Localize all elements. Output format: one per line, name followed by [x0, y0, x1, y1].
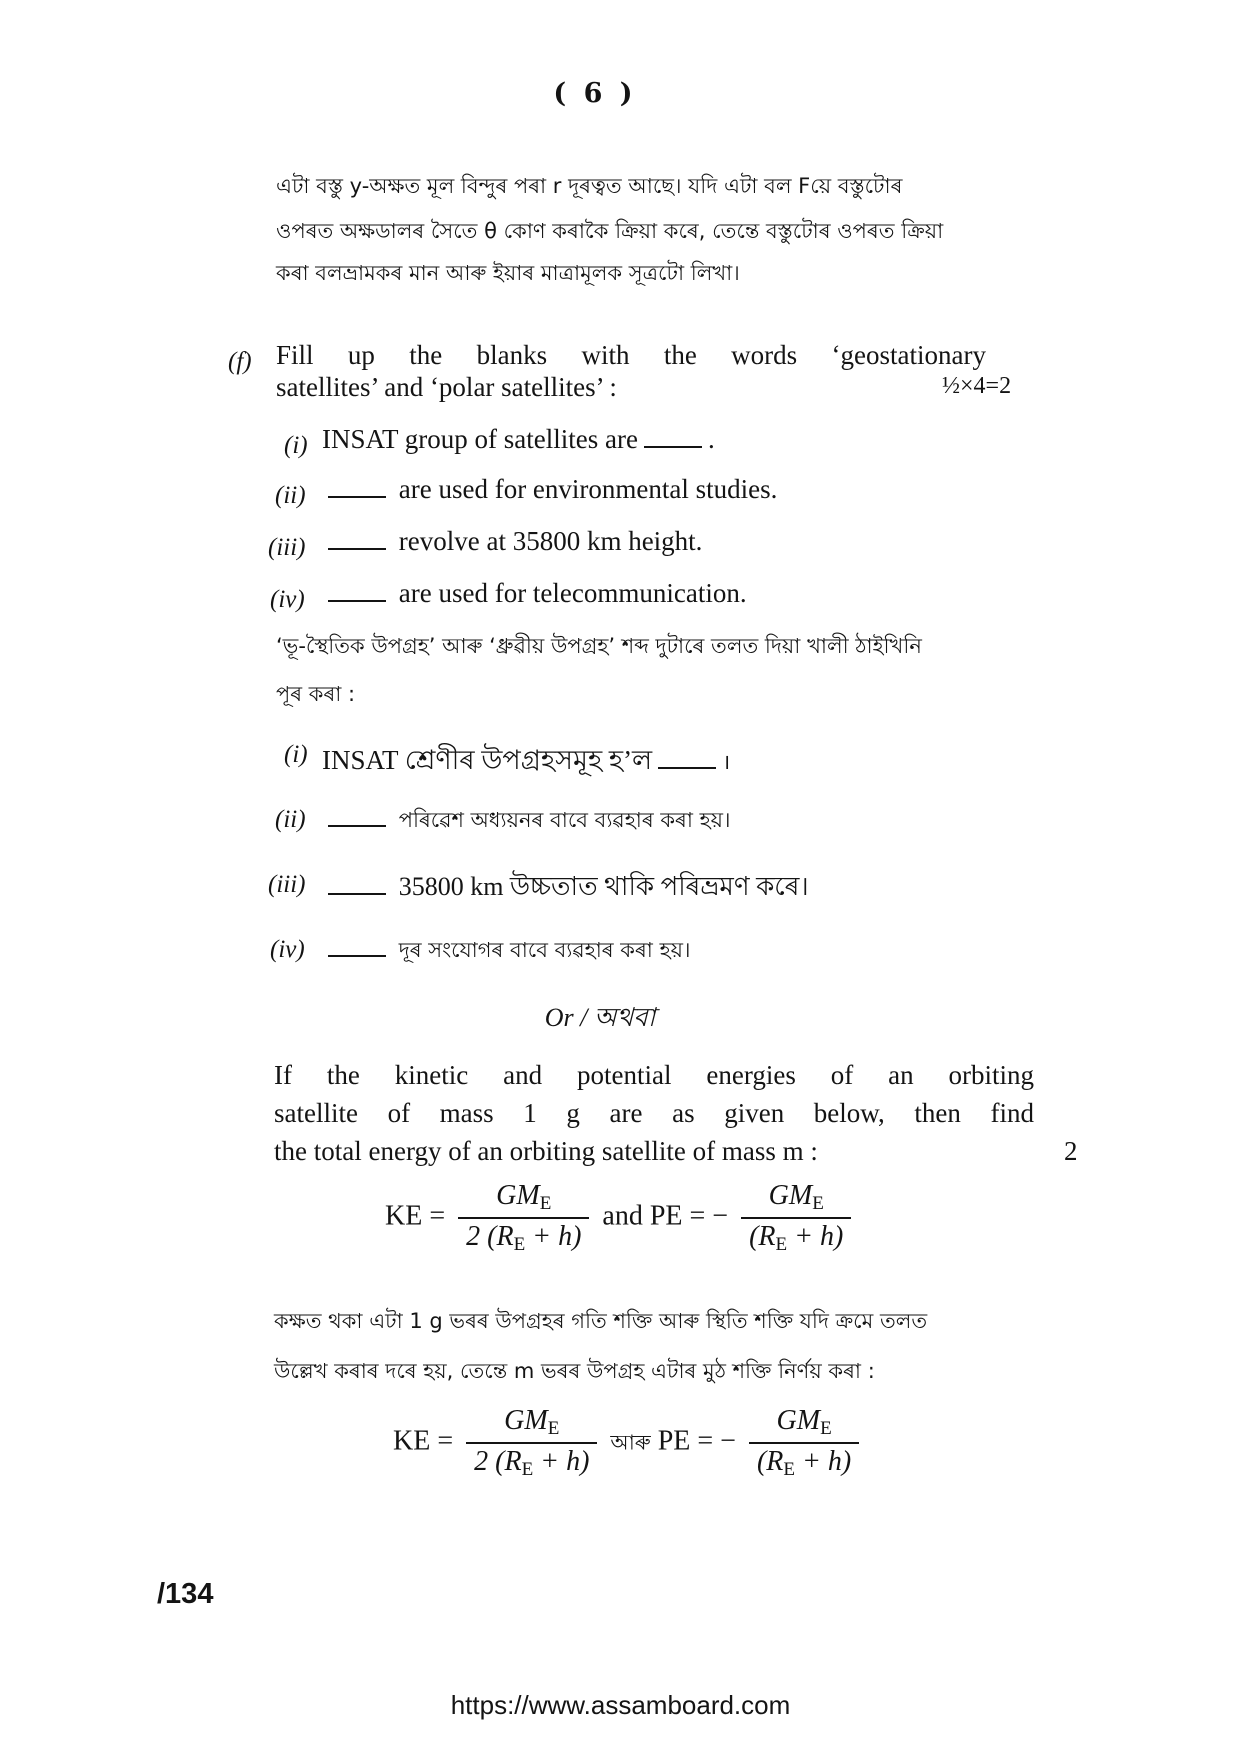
footer-url[interactable]: https://www.assamboard.com [450, 1690, 791, 1720]
blank-line [328, 821, 386, 827]
blank-line [328, 596, 386, 602]
blank-line [658, 763, 716, 769]
item-en-after: revolve at 35800 km height. [398, 526, 703, 556]
formula-english [385, 1180, 857, 1256]
assamese-intro-line-2: পূৰ কৰা : [276, 682, 356, 706]
item-as-text [322, 934, 690, 969]
item-as-after: । [722, 750, 731, 774]
pe-label: PE = − [649, 1200, 729, 1232]
paper-code: /134 [157, 1578, 214, 1610]
blank-line [328, 492, 386, 498]
blank-line [328, 889, 386, 895]
item-en-label: (i) [284, 432, 308, 459]
and-word-assamese: আৰু [610, 1430, 651, 1455]
formula-assamese: KE = $\frac{GM_E}{2 (R_E + h)}$ আৰু PE = − $\frac{GM_E}{(R_E + h)}$ [393, 1405, 865, 1481]
item-en-after: are used for telecommunication. [398, 578, 747, 608]
pe-fraction: $\frac{GM_E}{(R_E + h)}$ [749, 1405, 859, 1481]
blank-line [328, 544, 386, 550]
question-f-line-2: satellites’ and ‘polar satellites’ : [276, 372, 617, 402]
and-word: and [602, 1200, 643, 1232]
question-f-marks: ½×4=2 [942, 373, 1012, 399]
blank-line [644, 442, 702, 448]
item-as-text [322, 866, 809, 910]
item-as-after: পৰিৱেশ অধ্যয়নৰ বাবে ব্যৱহাৰ কৰা হয়। [398, 808, 731, 832]
item-as-label: (iii) [268, 871, 306, 898]
item-as-label: (ii) [275, 806, 306, 833]
ke-fraction: $\frac{GM_E}{2 (R_E + h)}$ [458, 1180, 589, 1256]
item-as-after: দূৰ সংযোগৰ বাবে ব্যৱহাৰ কৰা হয়। [398, 938, 691, 962]
item-en-after: are used for environmental studies. [398, 474, 778, 504]
or-divider: Or / অথবা [544, 1003, 656, 1032]
item-en-text [322, 474, 777, 505]
item-en-text [322, 578, 747, 609]
alt-question-line-2: satellite of mass 1 g are as given below, then find [274, 1098, 1034, 1128]
item-en-after: . [707, 424, 715, 454]
item-as-text [322, 740, 730, 785]
alt-assamese-line-2: উল্লেখ কৰাৰ দৰে হয়, তেন্তে m ভৰৰ উপগ্ৰহ এটাৰ মুঠ শক্তি নিৰ্ণয় কৰা : [274, 1359, 875, 1383]
item-as-text [322, 804, 731, 839]
alt-question-marks: 2 [1064, 1136, 1078, 1166]
blank-line [328, 951, 386, 957]
item-as-label: (iv) [270, 936, 305, 963]
item-en-before: INSAT group of satellites are [322, 424, 638, 454]
item-as-before: INSAT শ্ৰেণীৰ উপগ্ৰহসমূহ হ’ল [322, 745, 653, 775]
item-en-label: (iv) [270, 586, 305, 613]
item-en-text [322, 424, 715, 455]
ke-fraction: $\frac{GM_E}{2 (R_E + h)}$ [466, 1405, 597, 1481]
alt-assamese-line-1: কক্ষত থকা এটা 1 g ভৰৰ উপগ্ৰহৰ গতি শক্তি আৰু স্থিতি শক্তি যদি ক্ৰমে তলত [274, 1309, 928, 1333]
alt-question-line-1: If the kinetic and potential energies of an orbiting [274, 1060, 1034, 1090]
item-en-label: (ii) [275, 482, 306, 509]
question-f-label: (f) [228, 348, 252, 375]
prev-question-line-2: ওপৰত অক্ষডালৰ সৈতে θ কোণ কৰাকৈ ক্ৰিয়া কৰে, তেন্তে বস্তুটোৰ ওপৰত ক্ৰিয়া [276, 219, 944, 243]
item-as-after: 35800 km উচ্চতাত থাকি পৰিভ্ৰমণ কৰে। [398, 872, 809, 901]
item-en-text [322, 526, 702, 557]
prev-question-line-3: কৰা বলভ্ৰামকৰ মান আৰু ইয়াৰ মাত্ৰামূলক সূত্ৰটো লিখা। [276, 261, 740, 285]
item-as-label: (i) [284, 741, 308, 768]
ke-numerator: GM [496, 1180, 540, 1211]
alt-question-line-3: the total energy of an orbiting satellite of mass m : [274, 1136, 818, 1166]
page-number: ( 6 ) [553, 78, 637, 109]
prev-question-line-1: এটা বস্তু y-অক্ষত মূল বিন্দুৰ পৰা r দূৰত্বত আছে। যদি এটা বল Fয়ে বস্তুটোৰ [276, 174, 903, 198]
ke-label: KE = [385, 1200, 446, 1232]
question-f-line-1: Fill up the blanks with the words ‘geostationary [276, 340, 986, 370]
pe-fraction: $\frac{GM_E}{(R_E + h)}$ [741, 1180, 851, 1256]
item-en-label: (iii) [268, 534, 306, 561]
assamese-intro-line-1: ‘ভূ-স্থৈতিক উপগ্ৰহ’ আৰু ‘ধ্ৰুৱীয় উপগ্ৰহ’ শব্দ দুটাৰে তলত দিয়া খালী ঠাইখিনি [276, 634, 922, 658]
